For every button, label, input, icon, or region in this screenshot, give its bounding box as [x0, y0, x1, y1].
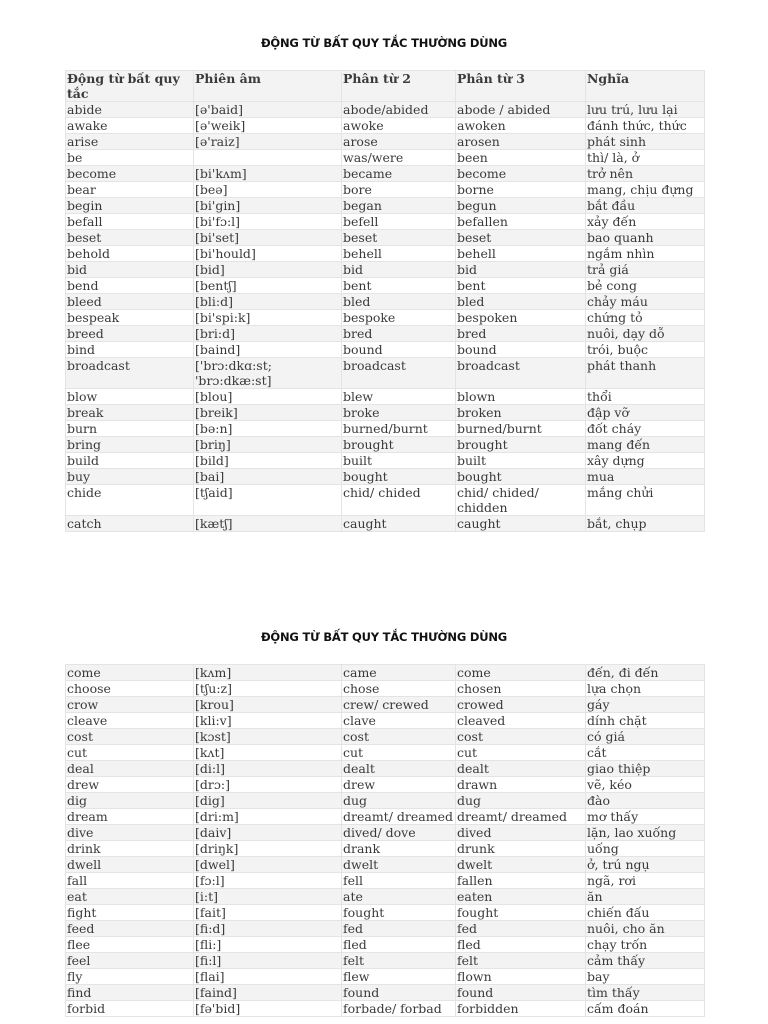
phonetic-cell: [194, 150, 342, 166]
meaning-cell: lặn, lao xuống: [586, 825, 705, 841]
meaning-cell: cảm thấy: [586, 953, 705, 969]
phonetic-cell: [bi'set]: [194, 230, 342, 246]
verb-cell: forbid: [66, 1001, 194, 1017]
past-participle-cell: bound: [456, 342, 586, 358]
past-cell: clave: [342, 713, 456, 729]
meaning-cell: nuôi, cho ăn: [586, 921, 705, 937]
phonetic-cell: [kɔst]: [194, 729, 342, 745]
meaning-cell: phát thanh: [586, 358, 705, 389]
meaning-cell: mắng chửi: [586, 485, 705, 516]
phonetic-cell: [kætʃ]: [194, 516, 342, 532]
verbs-table-1-body: [66, 102, 705, 532]
verb-cell: behold: [66, 246, 194, 262]
past-participle-cell: forbidden: [456, 1001, 586, 1017]
meaning-cell: trả giá: [586, 262, 705, 278]
phonetic-cell: [daiv]: [194, 825, 342, 841]
past-cell: drank: [342, 841, 456, 857]
past-participle-cell: bled: [456, 294, 586, 310]
past-cell: bought: [342, 469, 456, 485]
phonetic-cell: [bild]: [194, 453, 342, 469]
meaning-cell: xảy đến: [586, 214, 705, 230]
phonetic-cell: [tʃu:z]: [194, 681, 342, 697]
past-participle-cell: abode / abided: [456, 102, 586, 118]
verb-cell: bid: [66, 262, 194, 278]
phonetic-cell: [faind]: [194, 985, 342, 1001]
phonetic-cell: [fli:]: [194, 937, 342, 953]
past-cell: dug: [342, 793, 456, 809]
table-row: [66, 841, 705, 857]
phonetic-cell: [bid]: [194, 262, 342, 278]
verb-cell: breed: [66, 326, 194, 342]
meaning-cell: mang, chịu đựng: [586, 182, 705, 198]
meaning-cell: phát sinh: [586, 134, 705, 150]
past-cell: fell: [342, 873, 456, 889]
table-row: [66, 262, 705, 278]
meaning-cell: ăn: [586, 889, 705, 905]
phonetic-cell: [blou]: [194, 389, 342, 405]
meaning-cell: bẻ cong: [586, 278, 705, 294]
table-row: [66, 166, 705, 182]
meaning-cell: ngã, rơi: [586, 873, 705, 889]
past-cell: chid/ chided: [342, 485, 456, 516]
phonetic-cell: [baind]: [194, 342, 342, 358]
meaning-cell: trói, buộc: [586, 342, 705, 358]
phonetic-cell: [drɔ:]: [194, 777, 342, 793]
verb-cell: drink: [66, 841, 194, 857]
verb-cell: beset: [66, 230, 194, 246]
past-cell: came: [342, 665, 456, 681]
past-participle-cell: eaten: [456, 889, 586, 905]
meaning-cell: cắt: [586, 745, 705, 761]
phonetic-cell: [tʃaid]: [194, 485, 342, 516]
phonetic-cell: [briŋ]: [194, 437, 342, 453]
past-cell: fled: [342, 937, 456, 953]
meaning-cell: vẽ, kéo: [586, 777, 705, 793]
table-row: [66, 777, 705, 793]
table-row: [66, 729, 705, 745]
meaning-cell: bao quanh: [586, 230, 705, 246]
table-row: [66, 761, 705, 777]
phonetic-cell: [krou]: [194, 697, 342, 713]
past-participle-cell: broadcast: [456, 358, 586, 389]
past-participle-cell: fled: [456, 937, 586, 953]
past-cell: beset: [342, 230, 456, 246]
verb-cell: bespeak: [66, 310, 194, 326]
past-cell: broadcast: [342, 358, 456, 389]
past-cell: bore: [342, 182, 456, 198]
phonetic-cell: [breik]: [194, 405, 342, 421]
past-participle-cell: bespoken: [456, 310, 586, 326]
past-cell: broke: [342, 405, 456, 421]
meaning-cell: đào: [586, 793, 705, 809]
table-row: [66, 1001, 705, 1017]
phonetic-cell: [ə'weik]: [194, 118, 342, 134]
phonetic-cell: [fi:l]: [194, 953, 342, 969]
phonetic-cell: [dri:m]: [194, 809, 342, 825]
table-row: [66, 342, 705, 358]
table-row: [66, 230, 705, 246]
meaning-cell: giao thiệp: [586, 761, 705, 777]
verbs-table-2-body: [66, 665, 705, 1017]
past-participle-cell: dug: [456, 793, 586, 809]
past-cell: found: [342, 985, 456, 1001]
past-participle-cell: burned/burnt: [456, 421, 586, 437]
past-cell: was/were: [342, 150, 456, 166]
verb-cell: broadcast: [66, 358, 194, 389]
table-row: [66, 278, 705, 294]
meaning-cell: trở nên: [586, 166, 705, 182]
phonetic-cell: [dig]: [194, 793, 342, 809]
table-row: [66, 713, 705, 729]
phonetic-cell: [bi'spi:k]: [194, 310, 342, 326]
past-cell: fed: [342, 921, 456, 937]
verb-cell: bend: [66, 278, 194, 294]
past-participle-cell: become: [456, 166, 586, 182]
phonetic-cell: [fait]: [194, 905, 342, 921]
verb-cell: break: [66, 405, 194, 421]
past-cell: awoke: [342, 118, 456, 134]
verb-cell: arise: [66, 134, 194, 150]
past-cell: forbade/ forbad: [342, 1001, 456, 1017]
past-participle-cell: been: [456, 150, 586, 166]
table-row: [66, 150, 705, 166]
meaning-cell: bay: [586, 969, 705, 985]
table-row: [66, 921, 705, 937]
table-row: [66, 745, 705, 761]
phonetic-cell: [bi'fɔ:l]: [194, 214, 342, 230]
meaning-cell: tìm thấy: [586, 985, 705, 1001]
past-participle-cell: dwelt: [456, 857, 586, 873]
table-row: [66, 516, 705, 532]
verb-cell: find: [66, 985, 194, 1001]
verb-cell: cost: [66, 729, 194, 745]
verb-cell: fly: [66, 969, 194, 985]
table-row: [66, 118, 705, 134]
phonetic-cell: [bai]: [194, 469, 342, 485]
past-cell: fought: [342, 905, 456, 921]
phonetic-cell: [driŋk]: [194, 841, 342, 857]
past-participle-cell: blown: [456, 389, 586, 405]
table-row: [66, 889, 705, 905]
verb-cell: dwell: [66, 857, 194, 873]
verb-cell: build: [66, 453, 194, 469]
verb-cell: bleed: [66, 294, 194, 310]
past-participle-cell: felt: [456, 953, 586, 969]
table-row: [66, 793, 705, 809]
verb-cell: deal: [66, 761, 194, 777]
verb-cell: flee: [66, 937, 194, 953]
meaning-cell: ngắm nhìn: [586, 246, 705, 262]
phonetic-cell: [bi'gin]: [194, 198, 342, 214]
phonetic-cell: [kʌt]: [194, 745, 342, 761]
past-participle-cell: fed: [456, 921, 586, 937]
table-row: [66, 437, 705, 453]
verbs-table-1: [65, 70, 705, 532]
past-cell: bent: [342, 278, 456, 294]
past-cell: crew/ crewed: [342, 697, 456, 713]
verb-cell: chide: [66, 485, 194, 516]
phonetic-cell: [dwel]: [194, 857, 342, 873]
verb-cell: become: [66, 166, 194, 182]
past-cell: drew: [342, 777, 456, 793]
verb-cell: buy: [66, 469, 194, 485]
verb-cell: crow: [66, 697, 194, 713]
past-participle-cell: fallen: [456, 873, 586, 889]
past-participle-cell: crowed: [456, 697, 586, 713]
past-participle-cell: built: [456, 453, 586, 469]
verb-cell: come: [66, 665, 194, 681]
verb-cell: bind: [66, 342, 194, 358]
past-participle-cell: found: [456, 985, 586, 1001]
past-participle-cell: cut: [456, 745, 586, 761]
past-cell: behell: [342, 246, 456, 262]
verb-cell: feed: [66, 921, 194, 937]
phonetic-cell: [di:l]: [194, 761, 342, 777]
verb-cell: drew: [66, 777, 194, 793]
past-cell: brought: [342, 437, 456, 453]
header-past: Phân từ 2: [342, 71, 456, 102]
phonetic-cell: [bli:d]: [194, 294, 342, 310]
phonetic-cell: [bri:d]: [194, 326, 342, 342]
phonetic-cell: [beə]: [194, 182, 342, 198]
past-cell: bespoke: [342, 310, 456, 326]
past-participle-cell: drawn: [456, 777, 586, 793]
phonetic-cell: [bentʃ]: [194, 278, 342, 294]
verb-cell: dig: [66, 793, 194, 809]
verb-cell: bring: [66, 437, 194, 453]
verbs-table-2: [65, 664, 705, 1017]
meaning-cell: uống: [586, 841, 705, 857]
table-row: [66, 825, 705, 841]
table-row: [66, 326, 705, 342]
meaning-cell: mang đến: [586, 437, 705, 453]
verb-cell: catch: [66, 516, 194, 532]
meaning-cell: lựa chọn: [586, 681, 705, 697]
phonetic-cell: [ə'raiz]: [194, 134, 342, 150]
meaning-cell: mơ thấy: [586, 809, 705, 825]
past-cell: felt: [342, 953, 456, 969]
table-row: [66, 953, 705, 969]
past-participle-cell: begun: [456, 198, 586, 214]
meaning-cell: chạy trốn: [586, 937, 705, 953]
table-row: [66, 389, 705, 405]
page-title: ĐỘNG TỪ BẤT QUY TẮC THƯỜNG DÙNG: [260, 36, 508, 50]
phonetic-cell: [fɔ:l]: [194, 873, 342, 889]
verb-cell: befall: [66, 214, 194, 230]
phonetic-cell: ['brɔ:dkɑ:st; 'brɔ:dkæ:st]: [194, 358, 342, 389]
table-row: [66, 873, 705, 889]
past-cell: flew: [342, 969, 456, 985]
meaning-cell: có giá: [586, 729, 705, 745]
past-cell: arose: [342, 134, 456, 150]
past-cell: bred: [342, 326, 456, 342]
phonetic-cell: [bi'kʌm]: [194, 166, 342, 182]
past-participle-cell: beset: [456, 230, 586, 246]
table-row: [66, 102, 705, 118]
verb-cell: cut: [66, 745, 194, 761]
past-participle-cell: come: [456, 665, 586, 681]
past-participle-cell: fought: [456, 905, 586, 921]
past-cell: began: [342, 198, 456, 214]
past-cell: chose: [342, 681, 456, 697]
table-row: [66, 214, 705, 230]
past-cell: built: [342, 453, 456, 469]
table-row: [66, 809, 705, 825]
meaning-cell: chứng tỏ: [586, 310, 705, 326]
past-participle-cell: awoken: [456, 118, 586, 134]
past-participle-cell: dived: [456, 825, 586, 841]
meaning-cell: dính chặt: [586, 713, 705, 729]
table-row: [66, 182, 705, 198]
past-cell: bid: [342, 262, 456, 278]
past-cell: caught: [342, 516, 456, 532]
meaning-cell: thì/ là, ở: [586, 150, 705, 166]
past-participle-cell: dreamt/ dreamed: [456, 809, 586, 825]
table-row: [66, 905, 705, 921]
phonetic-cell: [ə'baid]: [194, 102, 342, 118]
verb-cell: burn: [66, 421, 194, 437]
phonetic-cell: [fi:d]: [194, 921, 342, 937]
past-participle-cell: chid/ chided/ chidden: [456, 485, 586, 516]
past-participle-cell: bought: [456, 469, 586, 485]
past-cell: cost: [342, 729, 456, 745]
phonetic-cell: [kʌm]: [194, 665, 342, 681]
past-cell: dreamt/ dreamed: [342, 809, 456, 825]
meaning-cell: đến, đi đến: [586, 665, 705, 681]
table-row: [66, 453, 705, 469]
header-meaning: Nghĩa: [586, 71, 705, 102]
meaning-cell: cấm đoán: [586, 1001, 705, 1017]
past-cell: ate: [342, 889, 456, 905]
past-cell: bled: [342, 294, 456, 310]
verb-cell: begin: [66, 198, 194, 214]
meaning-cell: ở, trú ngụ: [586, 857, 705, 873]
verb-cell: abide: [66, 102, 194, 118]
past-participle-cell: brought: [456, 437, 586, 453]
past-cell: bound: [342, 342, 456, 358]
table-row: [66, 198, 705, 214]
table-row: [66, 310, 705, 326]
phonetic-cell: [i:t]: [194, 889, 342, 905]
past-cell: befell: [342, 214, 456, 230]
meaning-cell: thổi: [586, 389, 705, 405]
table-row: [66, 681, 705, 697]
meaning-cell: nuôi, dạy dỗ: [586, 326, 705, 342]
meaning-cell: bắt đầu: [586, 198, 705, 214]
past-cell: became: [342, 166, 456, 182]
table-row: [66, 294, 705, 310]
past-cell: dealt: [342, 761, 456, 777]
past-cell: burned/burnt: [342, 421, 456, 437]
meaning-cell: lưu trú, lưu lại: [586, 102, 705, 118]
verb-cell: bear: [66, 182, 194, 198]
past-cell: abode/abided: [342, 102, 456, 118]
verb-cell: cleave: [66, 713, 194, 729]
table-row: [66, 985, 705, 1001]
verb-cell: blow: [66, 389, 194, 405]
past-participle-cell: bid: [456, 262, 586, 278]
header-verb: Động từ bất quy tắc: [66, 71, 194, 102]
table-header-row: [66, 71, 705, 102]
past-participle-cell: cost: [456, 729, 586, 745]
page-title-2: ĐỘNG TỪ BẤT QUY TẮC THƯỜNG DÙNG: [260, 630, 508, 644]
table-row: [66, 134, 705, 150]
past-participle-cell: borne: [456, 182, 586, 198]
table-row: [66, 421, 705, 437]
verb-cell: fight: [66, 905, 194, 921]
past-participle-cell: bred: [456, 326, 586, 342]
past-participle-cell: chosen: [456, 681, 586, 697]
table-row: [66, 358, 705, 389]
table-row: [66, 857, 705, 873]
phonetic-cell: [kli:v]: [194, 713, 342, 729]
table-row: [66, 969, 705, 985]
table-row: [66, 697, 705, 713]
meaning-cell: đốt cháy: [586, 421, 705, 437]
verb-cell: dream: [66, 809, 194, 825]
verb-cell: choose: [66, 681, 194, 697]
past-participle-cell: bent: [456, 278, 586, 294]
past-cell: dived/ dove: [342, 825, 456, 841]
header-past-participle: Phân từ 3: [456, 71, 586, 102]
table-row: [66, 246, 705, 262]
phonetic-cell: [flai]: [194, 969, 342, 985]
past-cell: dwelt: [342, 857, 456, 873]
header-phonetic: Phiên âm: [194, 71, 342, 102]
table-row: [66, 469, 705, 485]
past-participle-cell: cleaved: [456, 713, 586, 729]
past-participle-cell: dealt: [456, 761, 586, 777]
past-participle-cell: flown: [456, 969, 586, 985]
verb-cell: fall: [66, 873, 194, 889]
phonetic-cell: [bə:n]: [194, 421, 342, 437]
past-participle-cell: drunk: [456, 841, 586, 857]
meaning-cell: đánh thức, thức: [586, 118, 705, 134]
verb-cell: be: [66, 150, 194, 166]
past-participle-cell: befallen: [456, 214, 586, 230]
verb-cell: feel: [66, 953, 194, 969]
past-participle-cell: caught: [456, 516, 586, 532]
phonetic-cell: [fə'bid]: [194, 1001, 342, 1017]
table-row: [66, 937, 705, 953]
table-row: [66, 405, 705, 421]
past-cell: blew: [342, 389, 456, 405]
table-row: [66, 665, 705, 681]
verb-cell: eat: [66, 889, 194, 905]
phonetic-cell: [bi'hould]: [194, 246, 342, 262]
meaning-cell: đập vỡ: [586, 405, 705, 421]
past-participle-cell: arosen: [456, 134, 586, 150]
meaning-cell: chiến đấu: [586, 905, 705, 921]
meaning-cell: chảy máu: [586, 294, 705, 310]
past-participle-cell: behell: [456, 246, 586, 262]
past-participle-cell: broken: [456, 405, 586, 421]
table-row: [66, 485, 705, 516]
meaning-cell: mua: [586, 469, 705, 485]
verb-cell: dive: [66, 825, 194, 841]
past-cell: cut: [342, 745, 456, 761]
meaning-cell: bắt, chụp: [586, 516, 705, 532]
meaning-cell: xây dựng: [586, 453, 705, 469]
meaning-cell: gáy: [586, 697, 705, 713]
verb-cell: awake: [66, 118, 194, 134]
